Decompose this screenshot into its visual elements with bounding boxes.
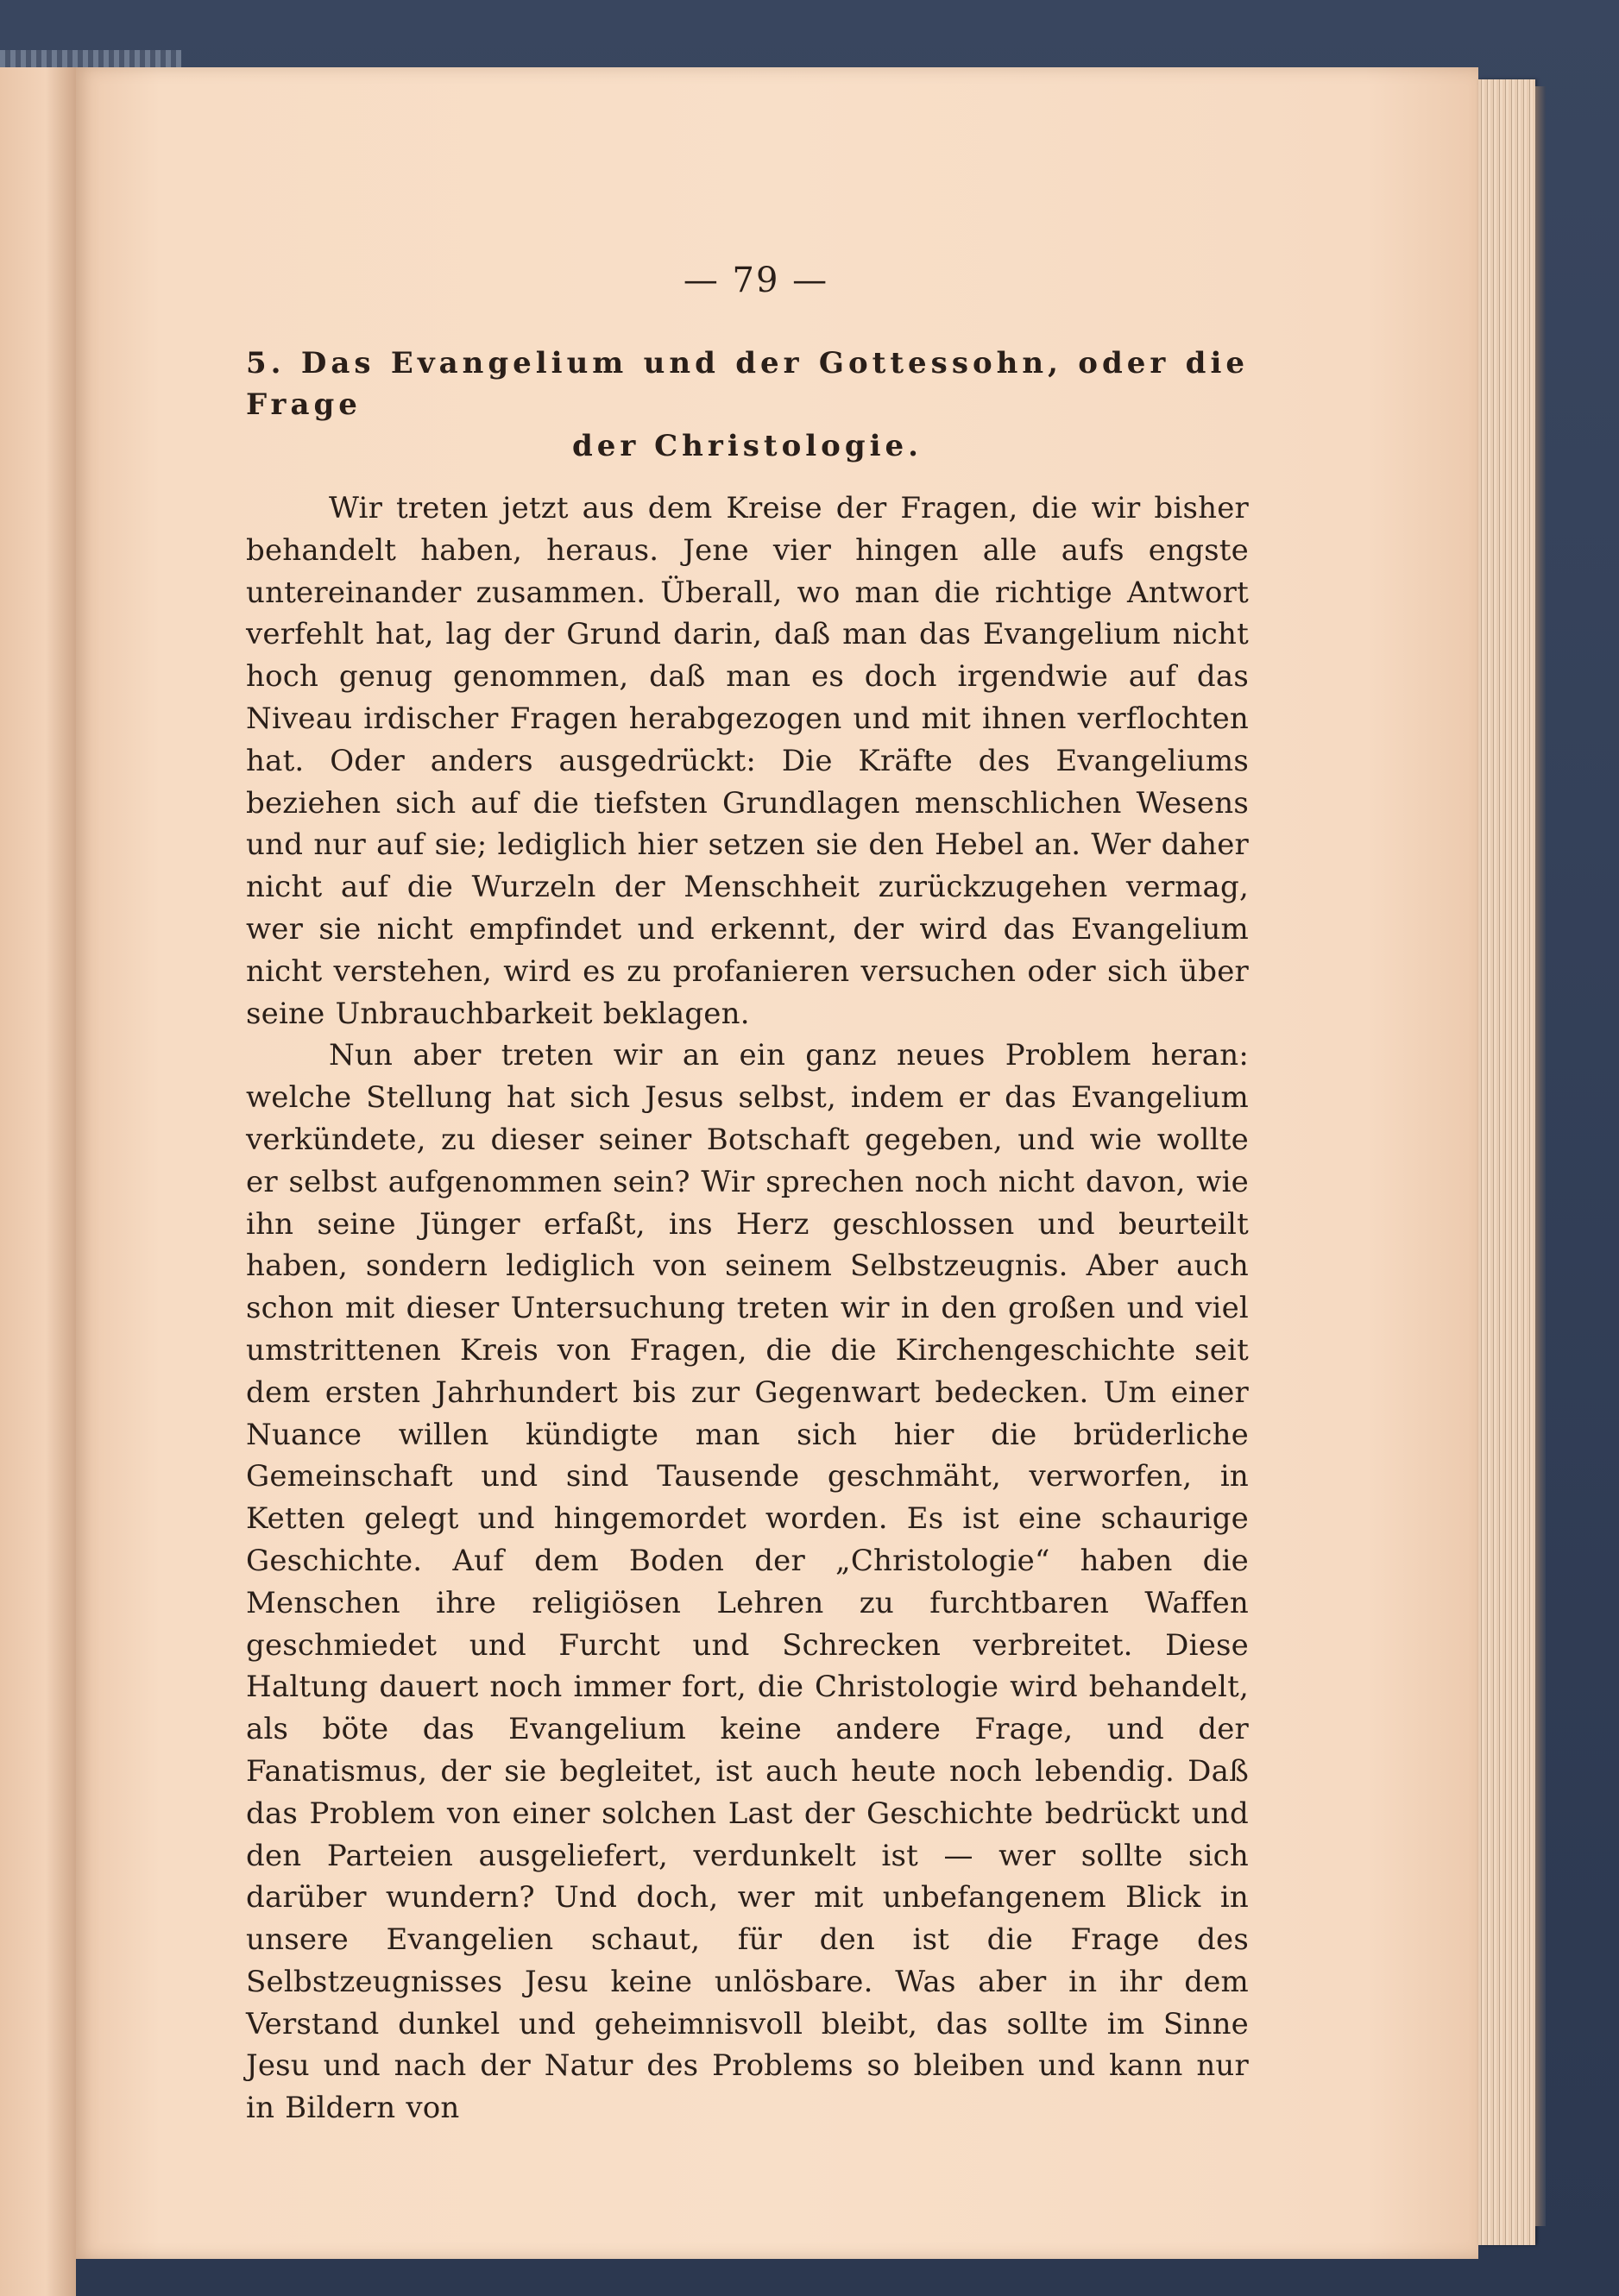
page-text-block <box>246 255 1249 2129</box>
left-page-edge <box>0 67 76 2296</box>
paragraph-2: Nun aber treten wir an ein ganz neues Problem heran: welche Stellung hat sich Jesus selbst, indem er das Evangelium verkündete, zu dieser seiner Botschaft gegeben, und wie wollte er selbst aufgenommen sein? Wir sprechen noch nicht davon, wie ihn seine Jünger erfaßt, ins Herz geschlossen und beurteilt haben, sondern lediglich von seinem Selbstzeugnis. Aber auch schon mit dieser Untersuchung treten wir in den großen und viel umstrittenen Kreis von Fragen, die die Kirchengeschichte seit dem ersten Jahrhundert bis zur Gegenwart bedecken. Um einer Nuance willen kündigte man sich hier die brüderliche Gemeinschaft und sind Tausende geschmäht, verworfen, in Ketten gelegt und hingemordet worden. Es ist eine schaurige Geschichte. Auf dem Boden der „Christologie“ haben die Menschen ihre religiösen Lehren zu furchtbaren Waffen geschmiedet und Furcht und Schrecken verbreitet. Diese Haltung dauert noch immer fort, die Christologie wird behandelt, als böte das Evangelium keine andere Frage, und der Fanatismus, der sie begleitet, ist auch heute noch lebendig. Daß das Problem von einer solchen Last der Geschichte bedrückt und den Parteien ausgeliefert, verdunkelt ist — wer sollte sich darüber wundern? Und doch, wer mit unbefangenem Blick in unsere Evangelien schaut, für den ist die Frage des Selbstzeugnisses Jesu keine unlösbare. Was aber in ihr dem Verstand dunkel und geheimnisvoll bleibt, das sollte im Sinne Jesu und nach der Natur des Problems so bleiben und kann nur in Bildern von <box>246 1038 1249 2126</box>
chapter-heading-line-2: der Christologie. <box>571 429 923 463</box>
page-block-shadow <box>1535 86 1546 2226</box>
page-block-edges <box>1478 79 1535 2245</box>
paragraph-1: Wir treten jetzt aus dem Kreise der Fragen, die wir bisher behandelt haben, heraus. Jene vier hingen alle aufs engste untereinander zusammen. Überall, wo man die richtige Antwort verfehlt hat, lag der Grund darin, daß man das Evangelium nicht hoch genug genommen, daß man es doch irgendwie auf das Niveau irdischer Fragen herabgezogen und mit ihnen verflochten hat. Oder anders ausgedrückt: Die Kräfte des Evangeliums beziehen sich auf die tiefsten Grundlagen menschlichen Wesens und nur auf sie; lediglich hier setzen sie den Hebel an. Wer daher nicht auf die Wurzeln der Menschheit zurückzugehen vermag, wer sie nicht empfindet und erkennt, der wird das Evangelium nicht verstehen, wird es zu profanieren versuchen oder sich über seine Unbrauchbarkeit beklagen. <box>246 491 1249 1031</box>
chapter-heading <box>246 343 1249 467</box>
page-number: — 79 — <box>683 261 829 300</box>
chapter-heading-line-1: 5. Das Evangelium und der Gottessohn, oder die Frage <box>246 346 1249 422</box>
